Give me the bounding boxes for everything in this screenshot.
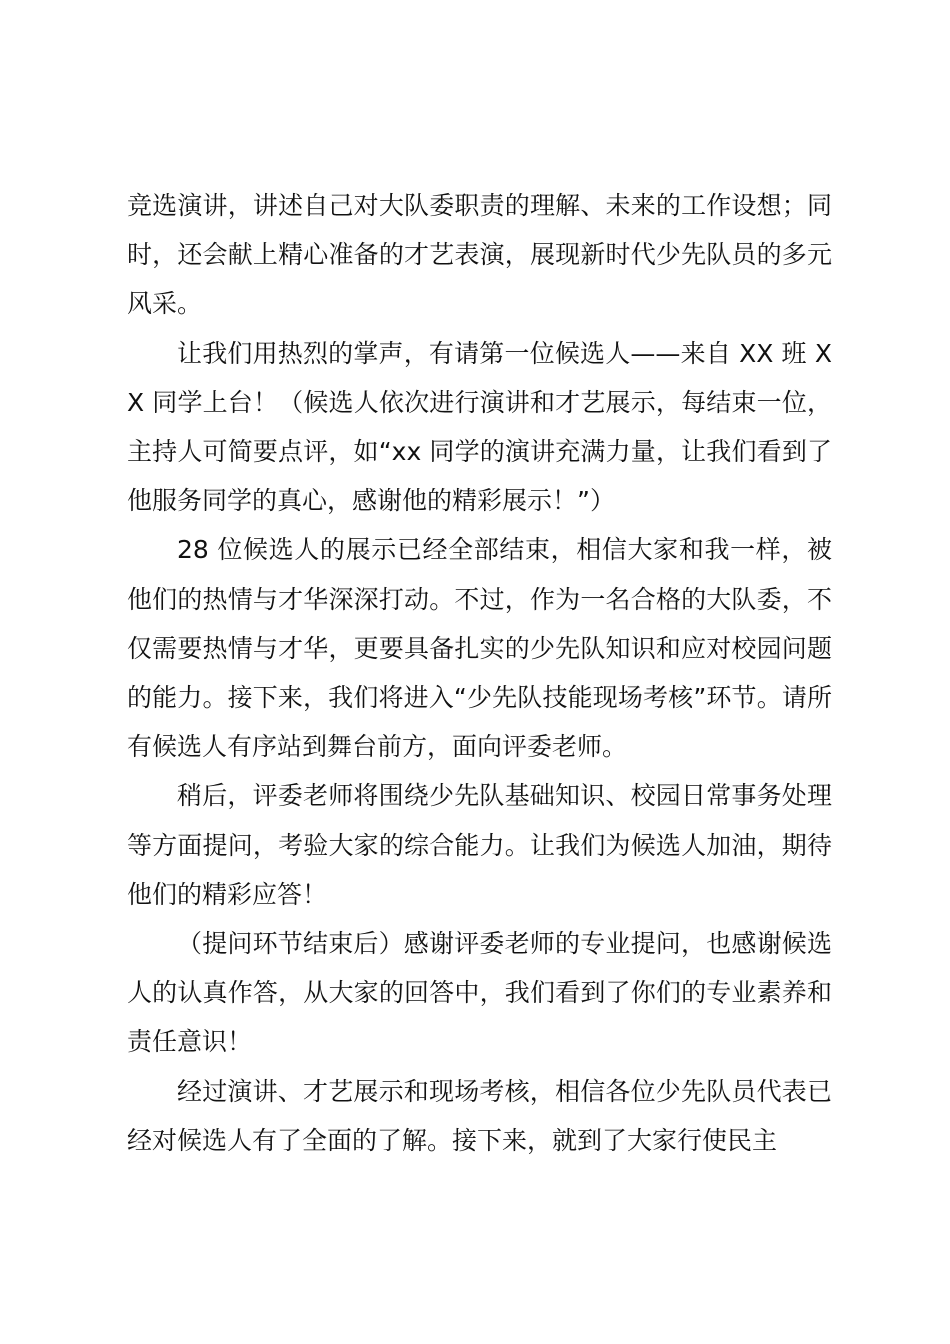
document-body [127, 181, 832, 1165]
paragraph-6: 经过演讲、才艺展示和现场考核，相信各位少先队员代表已经对候选人有了全面的了解。接下来，就到了大家行使民主 [127, 1076, 832, 1155]
paragraph-5: （提问环节结束后）感谢评委老师的专业提问，也感谢候选人的认真作答，从大家的回答中，我们看到了你们的专业素养和责任意识！ [127, 929, 832, 1057]
paragraph-1: 竞选演讲，讲述自己对大队委职责的理解、未来的工作设想；同时，还会献上精心准备的才艺表演，展现新时代少先队员的多元风采。 [127, 191, 832, 319]
paragraph-3: 28 位候选人的展示已经全部结束，相信大家和我一样，被他们的热情与才华深深打动。不过，作为一名合格的大队委，不仅需要热情与才华，更要具备扎实的少先队知识和应对校园问题的能力。接下来，我们将进入“少先队技能现场考核”环节。请所有候选人有序站到舞台前方，面向评委老师。 [127, 535, 832, 762]
paragraph-2: 让我们用热烈的掌声，有请第一位候选人——来自 XX 班 XX 同学上台！（候选人依次进行演讲和才艺展示，每结束一位，主持人可简要点评，如“xx 同学的演讲充满力量，让我们看到了他服务同学的真心，感谢他的精彩展示！”） [127, 338, 832, 516]
paragraph-4: 稍后，评委老师将围绕少先队基础知识、校园日常事务处理等方面提问，考验大家的综合能力。让我们为候选人加油，期待他们的精彩应答！ [127, 781, 832, 909]
